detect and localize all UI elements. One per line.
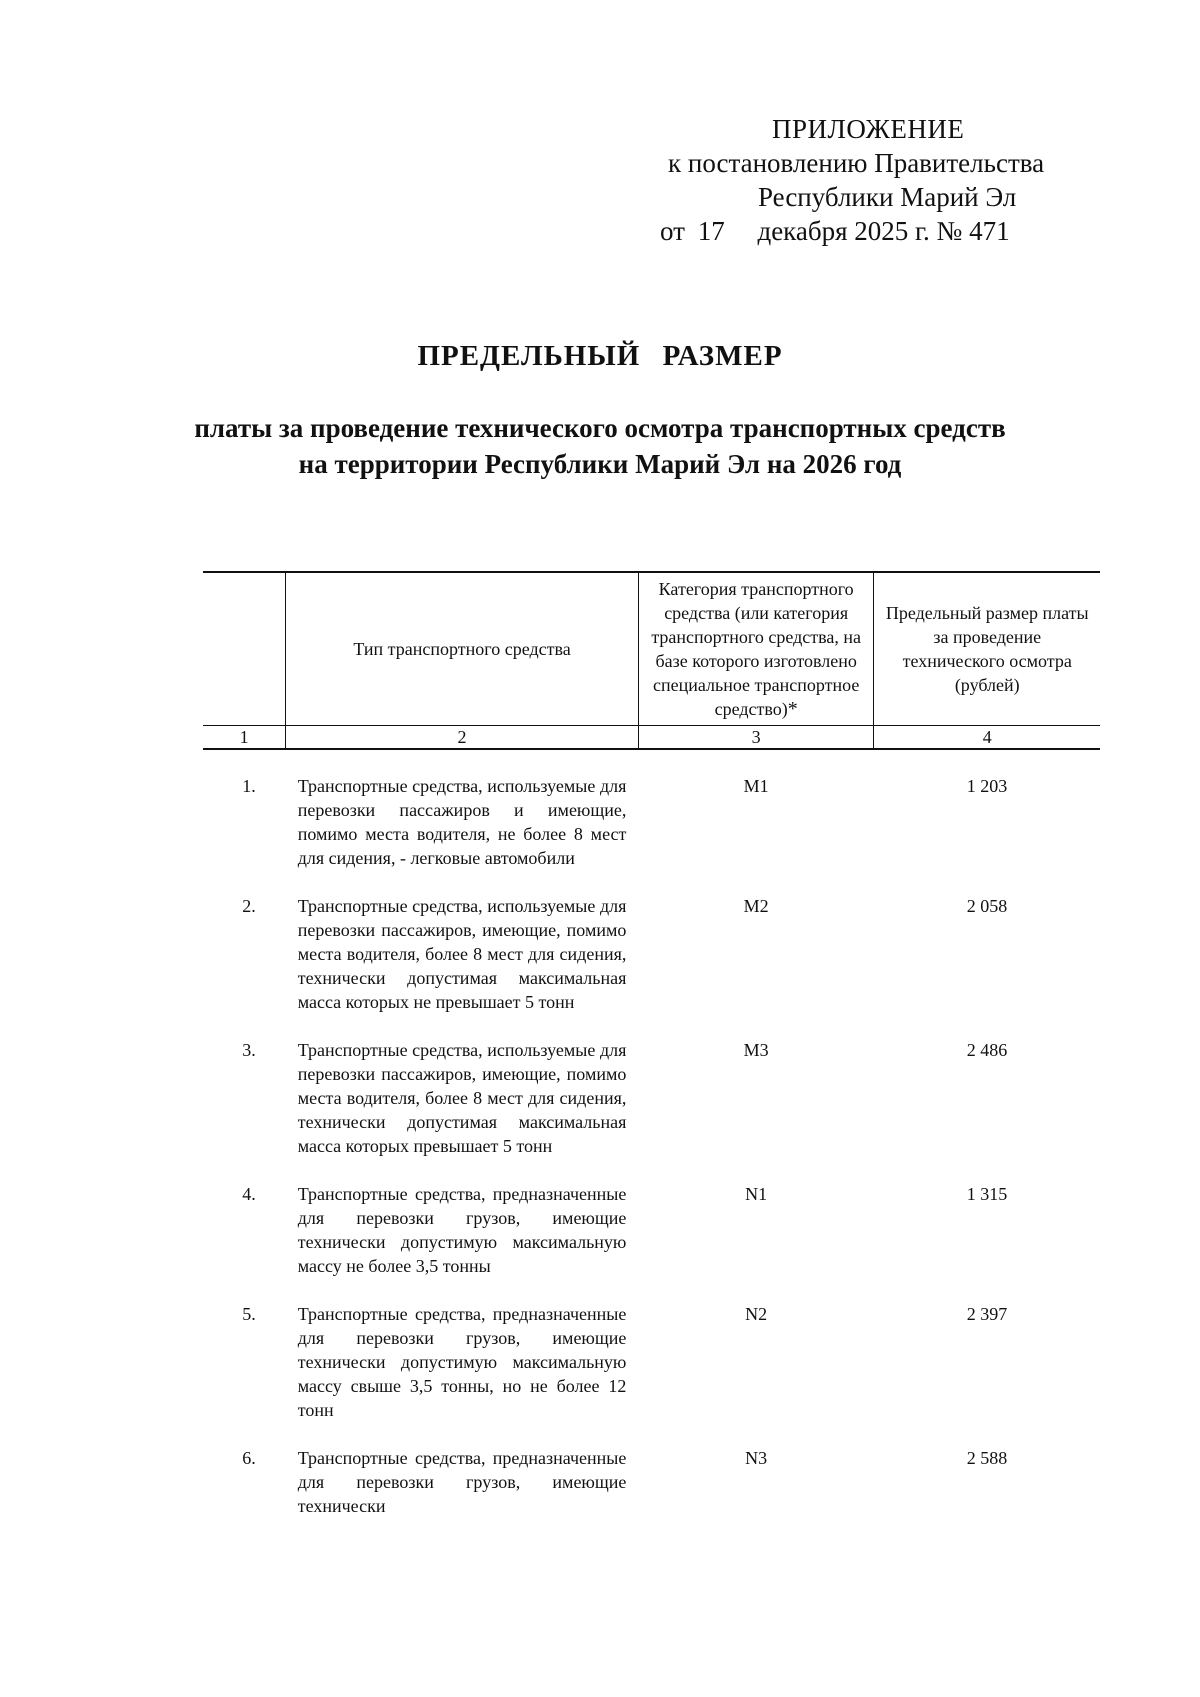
row-number: 5. [242, 1304, 256, 1324]
fee-value: 2 588 [966, 1448, 1008, 1468]
table-row [203, 894, 1100, 1038]
table-row [203, 1446, 1100, 1542]
document-title: ПРЕДЕЛЬНЫЙ РАЗМЕР [417, 340, 783, 372]
column-number: 3 [638, 726, 874, 750]
row-number: 2. [242, 896, 256, 916]
document-subtitle [0, 410, 1200, 482]
vehicle-type: Транспортные средства, используемые для перевозки пассажиров, имеющие, помимо места водителя, более 8 мест для сидения, технически допустимая максимальная масса которых превышает 5 тонн [297, 1040, 627, 1156]
table-row [203, 1038, 1100, 1182]
header-col-3 [638, 572, 874, 726]
table-header-row [203, 572, 1100, 726]
fee-value: 2 486 [966, 1040, 1008, 1060]
vehicle-category: M3 [743, 1040, 769, 1060]
appendix-republic-line: Республики Марий Эл [758, 182, 1017, 212]
table-row [203, 749, 1100, 894]
vehicle-type: Транспортные средства, предназначенные для перевозки грузов, имеющие технически [297, 1448, 627, 1516]
column-number: 1 [203, 726, 286, 750]
appendix-title: ПРИЛОЖЕНИЕ [772, 114, 965, 144]
vehicle-category: N2 [745, 1304, 768, 1324]
vehicle-category: N1 [745, 1184, 768, 1204]
header-col-4: Предельный размер платы за проведение технического осмотра (рублей) [874, 572, 1100, 726]
fee-value: 2 397 [966, 1304, 1008, 1324]
header-col-2: Тип транспортного средства [286, 572, 639, 726]
vehicle-type: Транспортные средства, используемые для перевозки пассажиров, имеющие, помимо места водителя, более 8 мест для сидения, технически допустимая максимальная масса которых не превышает 5 тонн [297, 896, 627, 1012]
vehicle-category: M2 [743, 896, 769, 916]
column-number: 2 [286, 726, 639, 750]
vehicle-type: Транспортные средства, предназначенные для перевозки грузов, имеющие технически допустимую максимальную массу не более 3,5 тонны [297, 1184, 627, 1276]
header-col-1 [203, 572, 286, 726]
row-number: 6. [242, 1448, 256, 1468]
row-number: 4. [242, 1184, 256, 1204]
vehicle-type: Транспортные средства, используемые для перевозки пассажиров и имеющие, помимо места водителя, не более 8 мест для сидения, - легковые автомобили [297, 776, 627, 868]
footnote-mark: * [787, 698, 798, 720]
subtitle-line-1: платы за проведение технического осмотра транспортных средств [194, 413, 1006, 443]
column-number: 4 [874, 726, 1100, 750]
subtitle-line-2: на территории Республики Марий Эл на 2026 год [298, 449, 902, 479]
column-number-row [203, 726, 1100, 750]
header-col-3-text: Категория транспортного средства (или категория транспортного средства, на базе которого изготовлено специальное транспортное средство) [651, 579, 861, 719]
vehicle-category: M1 [743, 776, 769, 796]
table-row [203, 1302, 1100, 1446]
date-from: от [660, 216, 685, 246]
fee-value: 1 315 [966, 1184, 1008, 1204]
vehicle-category: N3 [745, 1448, 768, 1468]
vehicle-type: Транспортные средства, предназначенные для перевозки грузов, имеющие технически допустимую максимальную массу свыше 3,5 тонны, но не более 12 тонн [297, 1304, 627, 1420]
row-number: 3. [242, 1040, 256, 1060]
table-row [203, 1182, 1100, 1302]
date-rest: декабря 2025 г. № 471 [757, 216, 1010, 246]
appendix-resolution-line: к постановлению Правительства [668, 148, 1045, 178]
row-number: 1. [242, 776, 256, 796]
date-day: 17 [697, 216, 725, 246]
fee-value: 2 058 [966, 896, 1008, 916]
fee-table [203, 571, 1100, 1542]
appendix-date-line [660, 214, 1016, 248]
fee-value: 1 203 [966, 776, 1008, 796]
appendix-block [660, 112, 1090, 248]
